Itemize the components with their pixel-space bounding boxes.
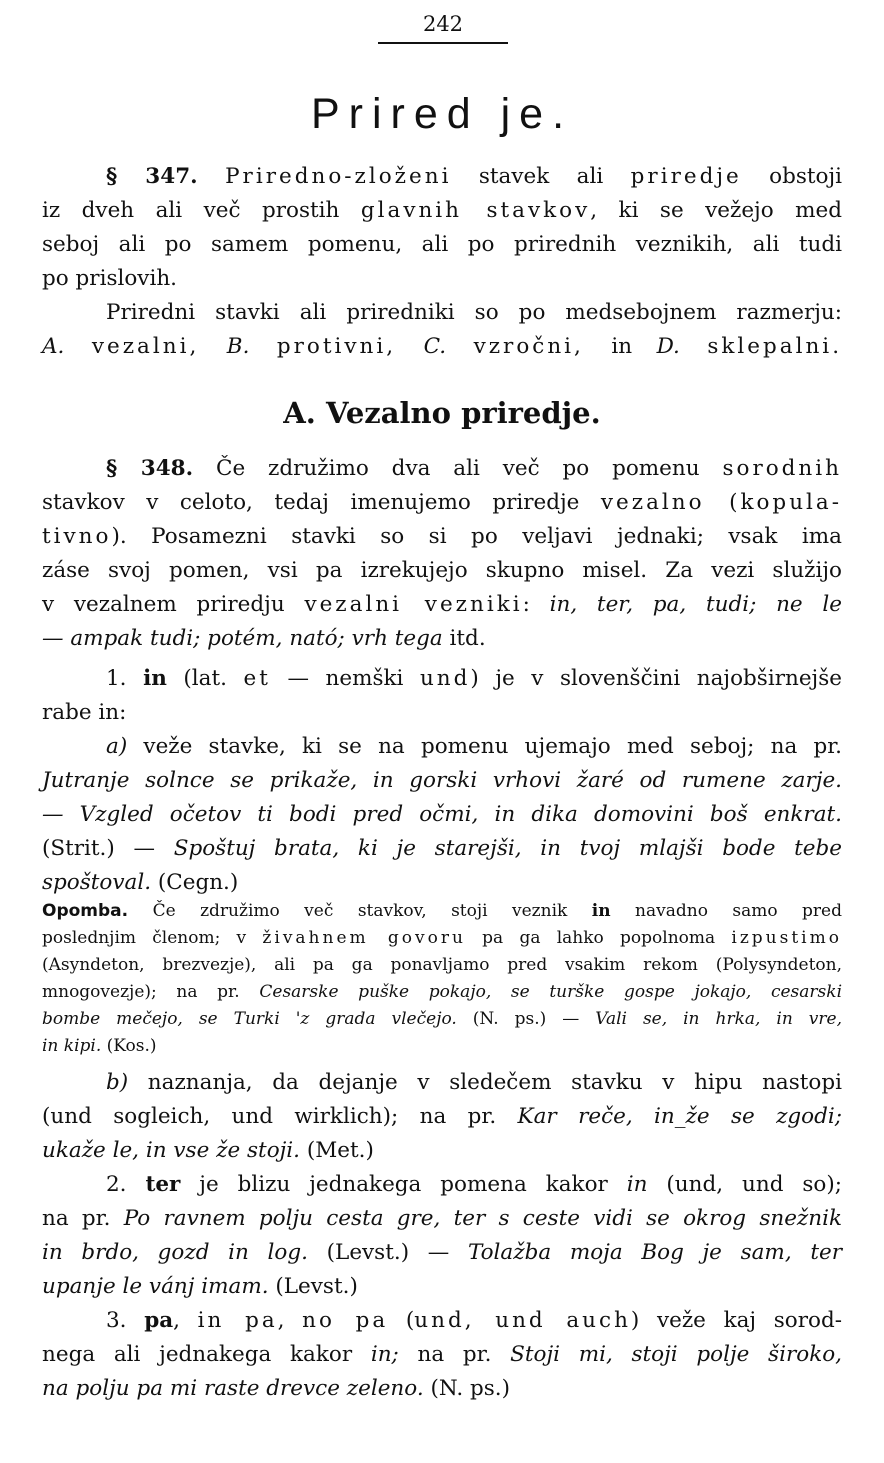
text: v vezalnem priredju: [42, 592, 305, 617]
italic-letter: A.: [42, 334, 65, 359]
text: stavkov v celoto, tedaj imenujemo priredje: [42, 490, 601, 515]
text-line: Priredni stavki ali priredniki so po medsebojnem razmerju:: [106, 300, 842, 325]
text-line: [42, 520, 842, 554]
text: in: [611, 334, 657, 359]
text: [198, 164, 225, 189]
text: veže stavke, ki se na pomenu ujemajo med seboj; na pr.: [127, 734, 842, 759]
italic-text: in: [626, 1172, 648, 1197]
italic-letter: C.: [423, 334, 447, 359]
text-line: [42, 1270, 842, 1304]
italic-text: — ampak tudi; potém, nató; vrh tega: [42, 626, 443, 651]
spaced-term: izpustimo: [731, 928, 842, 948]
note-label: Opomba.: [42, 901, 129, 921]
text-line: [42, 1372, 842, 1406]
text-line: [42, 160, 842, 194]
section-heading: A. Vezalno priredje.: [283, 396, 601, 430]
text: poslednjim členom; v: [42, 928, 263, 948]
item-1: [42, 662, 842, 730]
page-number-rule: [378, 42, 508, 44]
text: (Levst.) —: [307, 1240, 468, 1265]
text-line: [42, 1066, 842, 1100]
text: (Strit.) —: [42, 836, 174, 861]
text: (und sogleich, und wirklich); na pr.: [42, 1104, 518, 1129]
spaced-term: vezalni vezniki: [304, 592, 523, 617]
text: :: [522, 592, 550, 617]
text-line: [42, 979, 842, 1006]
text: pa ga lahko popolnoma: [465, 928, 732, 948]
italic-text: in;: [370, 1342, 399, 1367]
item-1b: [42, 1066, 842, 1168]
item-1a: [42, 730, 842, 900]
text: navadno samo pred: [610, 901, 842, 921]
italic-text: upanje le vánj imam.: [42, 1274, 269, 1299]
keyword: pa: [144, 1308, 174, 1333]
italic-text: Spoštuj brata, ki je starejši, in tvoj mlajši bode tebe: [173, 836, 842, 861]
section-number: § 347.: [106, 164, 198, 189]
text: itd.: [442, 626, 486, 651]
text-line: [42, 1134, 842, 1168]
text-line: [42, 330, 842, 364]
spaced-term: in pa: [197, 1308, 278, 1333]
text: mnogovezje); na pr.: [42, 982, 260, 1002]
italic-text: spoštoval.: [42, 870, 152, 895]
text: , ki se vežejo med: [590, 198, 842, 223]
text-line: [42, 1168, 842, 1202]
text: na pr.: [42, 1206, 124, 1231]
text: (lat.: [166, 666, 244, 691]
spaced-term: glavnih stavkov: [360, 198, 591, 223]
italic-text: na polju pa mi raste drevce zeleno.: [42, 1376, 424, 1401]
italic-text: in, ter, pa, tudi; ne le: [549, 592, 842, 617]
note-block: [42, 898, 842, 1060]
text: na pr.: [398, 1342, 511, 1367]
text-line: (Asyndeton, brezvezje), ali pa ga ponavljamo pred vsakim rekom (Polysyndeton,: [42, 955, 842, 975]
keyword: in: [143, 666, 167, 691]
italic-text: Kar reče, in_že se zgodi;: [517, 1104, 843, 1129]
text: (Met.): [300, 1138, 374, 1163]
item-number: 1.: [106, 666, 144, 691]
text-line: záse svoj pomen, vsi pa izrekujejo skupno misel. Za vezi služijo: [42, 558, 842, 583]
text-line: [42, 1236, 842, 1270]
spaced-term: vzročni,: [446, 334, 612, 359]
paragraph-347: [42, 160, 842, 364]
spaced-term: et: [243, 666, 271, 691]
italic-text: in kipi.: [42, 1036, 102, 1056]
spaced-term: vezalno (kopula-: [600, 490, 843, 515]
spaced-term: protivni,: [249, 334, 424, 359]
text: iz dveh ali več prostih: [42, 198, 361, 223]
text: ,: [277, 1308, 303, 1333]
spaced-term: sorodnih: [722, 456, 843, 481]
text: (Levst.): [268, 1274, 358, 1299]
italic-text: bombe mečejo, se Turki 'z grada vlečejo.: [42, 1009, 457, 1029]
item-number: 3.: [106, 1308, 145, 1333]
text-line: [42, 1033, 842, 1060]
text-line: [42, 662, 842, 696]
item-2: [42, 1168, 842, 1304]
item-number: 2.: [106, 1172, 146, 1197]
spaced-term: und: [419, 666, 471, 691]
text-line: [42, 452, 842, 486]
text-line: [42, 1100, 842, 1134]
text: je blizu jednakega pomena kakor: [180, 1172, 627, 1197]
text: (N. ps.) —: [456, 1009, 596, 1029]
text: (: [388, 1308, 415, 1333]
text-line: [42, 898, 842, 925]
spaced-term: priredje: [630, 164, 742, 189]
italic-text: Vali se, in hrka, in vre,: [595, 1009, 842, 1029]
text: (Cegn.): [151, 870, 239, 895]
text: nega ali jednakega kakor: [42, 1342, 371, 1367]
text-line: [42, 1304, 842, 1338]
text: (und, und so);: [647, 1172, 842, 1197]
subitem-label: a): [106, 734, 128, 759]
text: obstoji: [741, 164, 843, 189]
keyword: in: [591, 901, 611, 921]
text-line: [42, 730, 842, 764]
keyword: ter: [145, 1172, 181, 1197]
italic-text: Tolažba moja Bog je sam, ter: [467, 1240, 842, 1265]
text-line: rabe in:: [42, 700, 127, 725]
spaced-term: sklepalni.: [679, 334, 843, 359]
text: Če združimo več stavkov, stoji veznik: [128, 901, 592, 921]
italic-text: Po ravnem polju cesta gre, ter s ceste vidi se okrog snežnik: [123, 1206, 842, 1231]
subitem-label: b): [106, 1070, 129, 1095]
spaced-term: und, und auch: [414, 1308, 631, 1333]
text-line: [42, 832, 842, 866]
section-number: § 348.: [106, 456, 194, 481]
italic-text: Cesarske puške pokajo, se turške gospe jokajo, cesarski: [259, 982, 843, 1002]
text-line: [42, 1338, 842, 1372]
text: stavek ali: [451, 164, 631, 189]
item-3: [42, 1304, 842, 1406]
text-line: [42, 866, 842, 900]
italic-letter: D.: [656, 334, 680, 359]
spaced-term: Priredno-zloženi: [225, 164, 452, 189]
example-line: — Vzgled očetov ti bodi pred očmi, in dika domovini boš enkrat.: [42, 802, 842, 827]
text: — nemški: [270, 666, 420, 691]
text-line: [42, 194, 842, 228]
text: ,: [173, 1308, 198, 1333]
text: naznanja, da dejanje v sledečem stavku v hipu nastopi: [128, 1070, 842, 1095]
text-line: [42, 622, 842, 656]
text: (N. ps.): [423, 1376, 511, 1401]
example-line: Jutranje solnce se prikaže, in gorski vrhovi žaré od rumene zarje.: [42, 768, 842, 793]
spaced-term: tivno: [42, 524, 112, 549]
spaced-term: no pa: [302, 1308, 389, 1333]
spaced-term: vezalni,: [64, 334, 227, 359]
italic-letter: B.: [226, 334, 250, 359]
text: (Kos.): [101, 1036, 157, 1056]
text: ) veže kaj sorod-: [630, 1308, 842, 1333]
text-line: [42, 1202, 842, 1236]
text-line: [42, 1006, 842, 1033]
paragraph-348: [42, 452, 842, 656]
chapter-heading: Prired je.: [310, 90, 574, 138]
text: ) je v slovenščini najobširnejše: [470, 666, 842, 691]
italic-text: in brdo, gozd in log.: [42, 1240, 308, 1265]
text: Če združimo dva ali več po pomenu: [193, 456, 723, 481]
page-number: 242: [422, 12, 464, 36]
italic-text: Stoji mi, stoji polje široko,: [510, 1342, 842, 1367]
text-line: po prislovih.: [42, 266, 178, 291]
text: ). Posamezni stavki so si po veljavi jednaki; vsak ima: [111, 524, 842, 549]
text-line: [42, 486, 842, 520]
italic-text: ukaže le, in vse že stoji.: [42, 1138, 301, 1163]
text-line: [42, 588, 842, 622]
text-line: [42, 925, 842, 952]
text-line: seboj ali po samem pomenu, ali po prirednih veznikih, ali tudi: [42, 232, 842, 257]
spaced-term: živahnem govoru: [262, 928, 466, 948]
